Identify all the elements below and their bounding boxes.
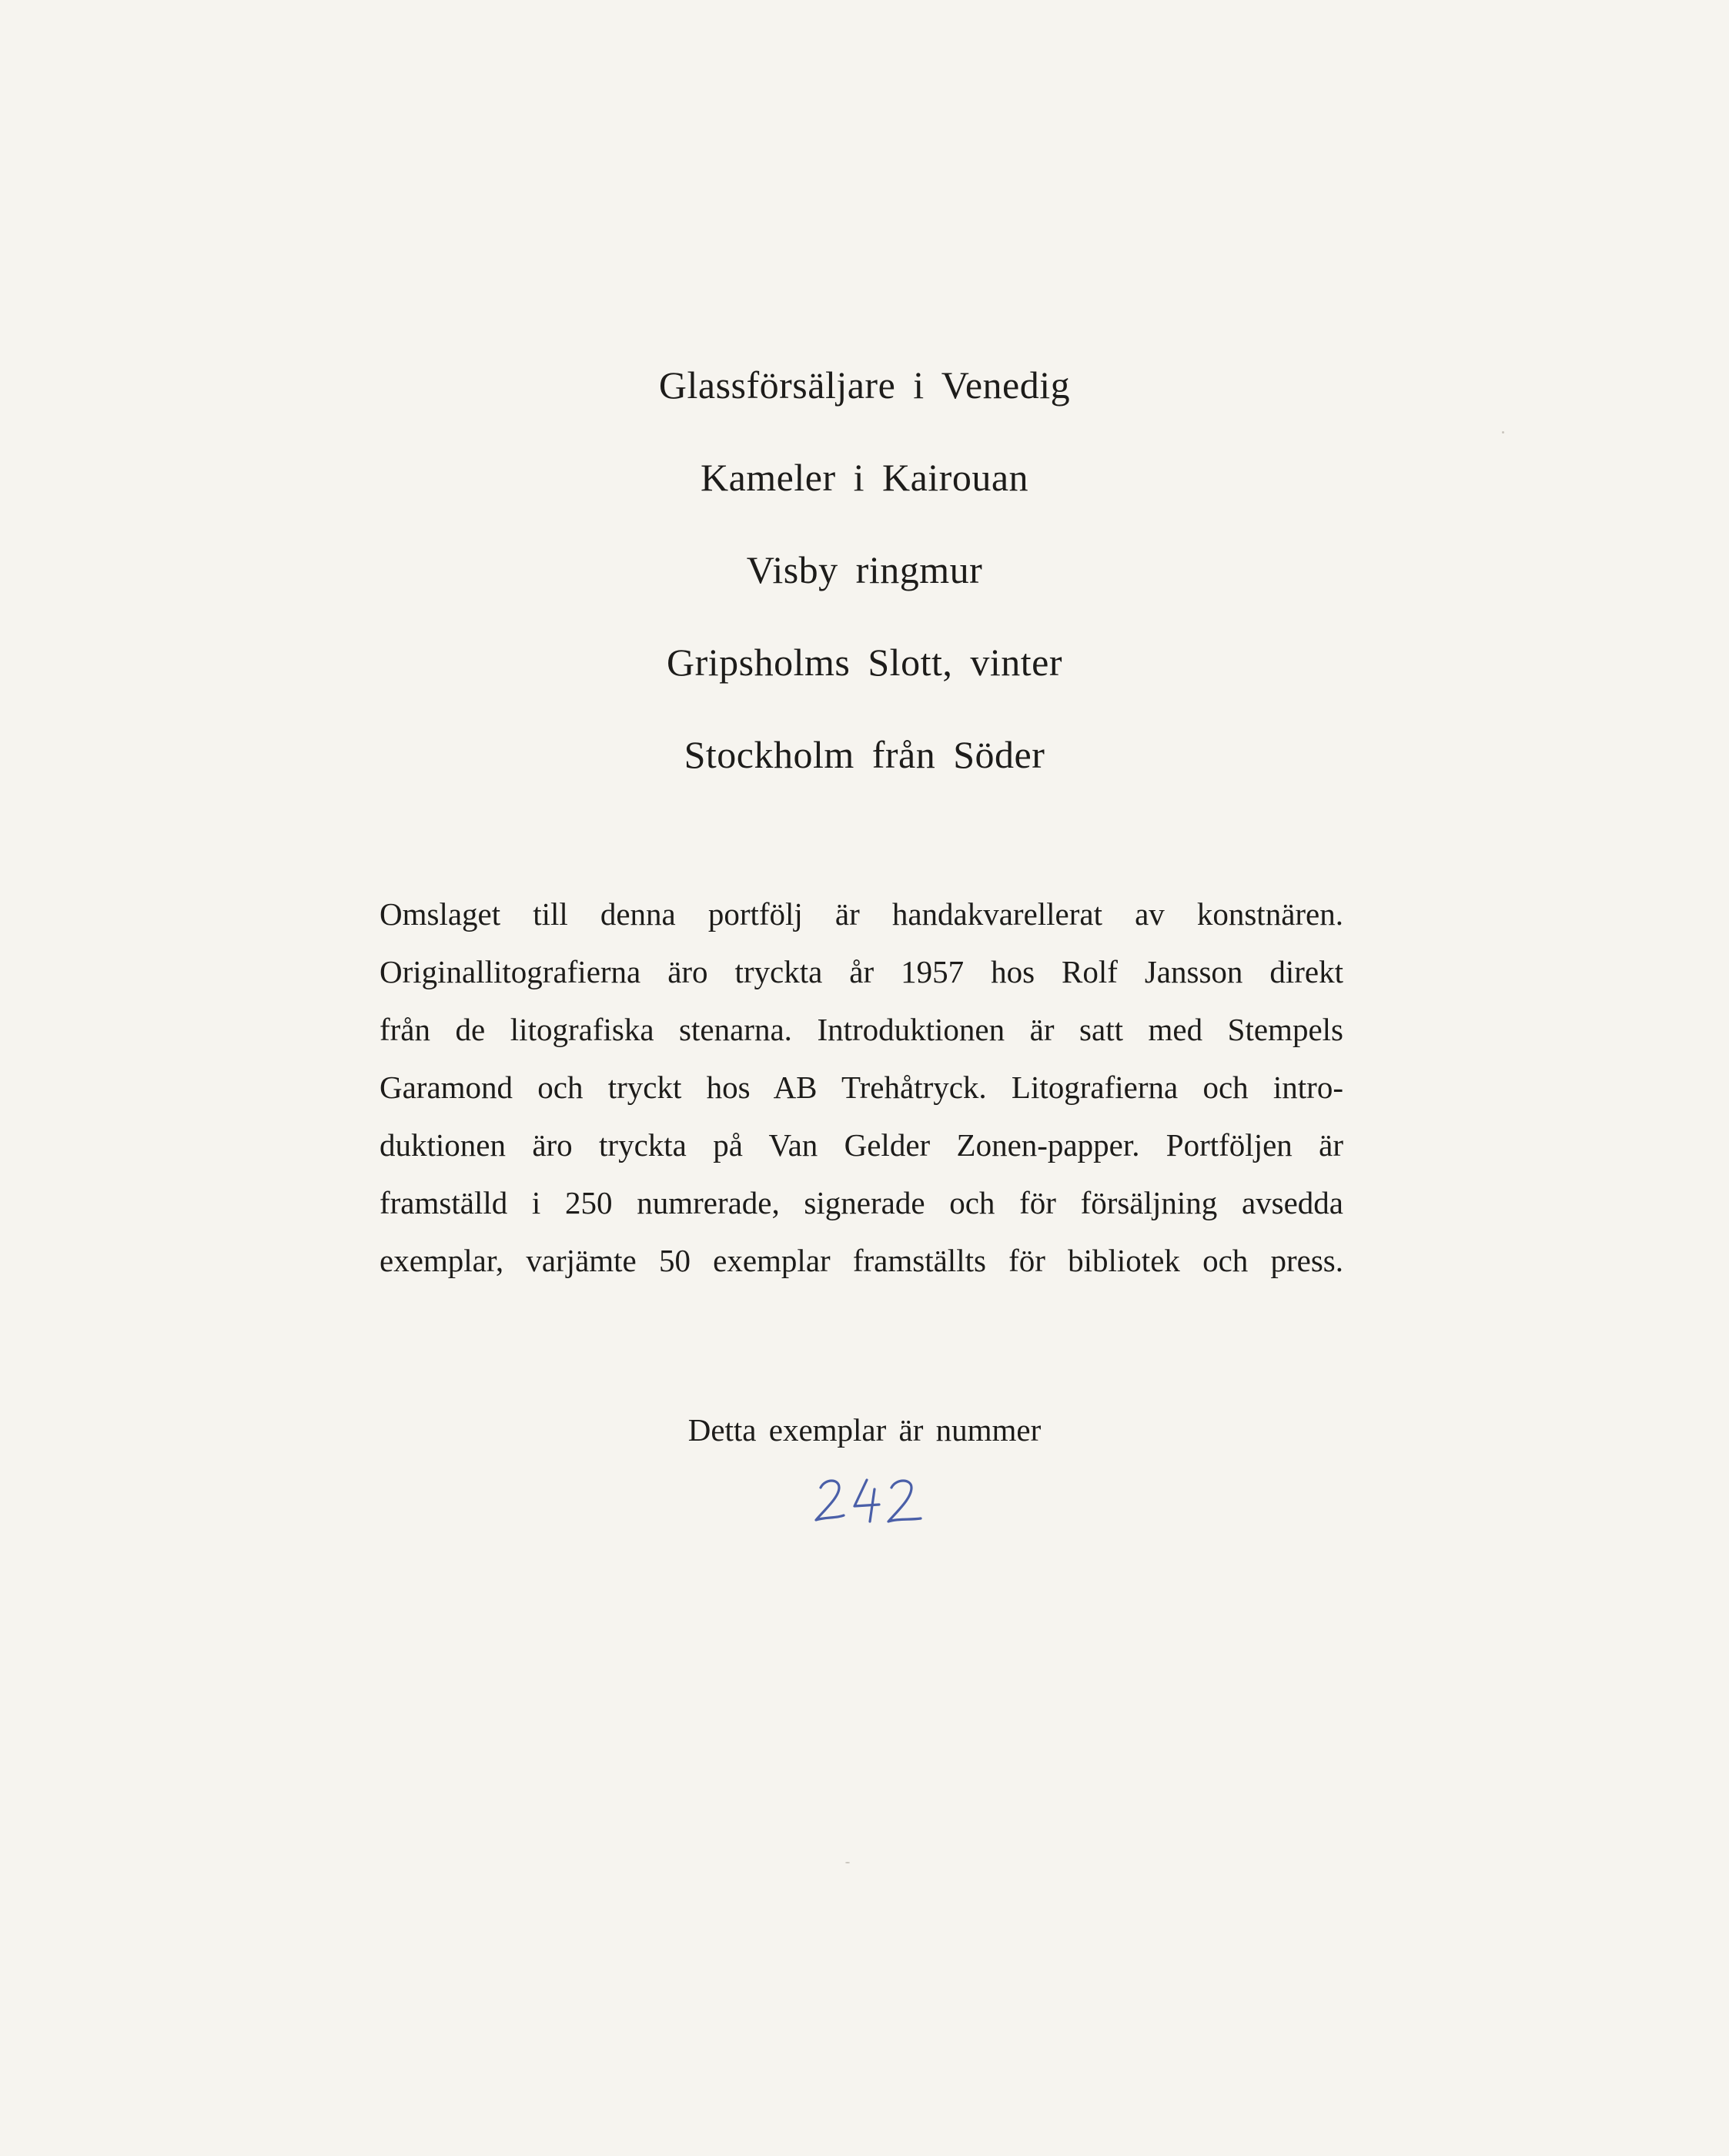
colophon-line: Garamond och tryckt hos AB Trehåtryck. Litografierna och intro- [380,1070,1343,1105]
colophon-line: Originallitografierna äro tryckta år 1957 hos Rolf Jansson direkt [380,954,1343,989]
lithograph-title-list [0,339,1729,801]
colophon-line: duktionen äro tryckta på Van Gelder Zonen-papper. Portföljen är [380,1127,1343,1163]
copy-number-label: Detta exemplar är nummer [687,1412,1042,1448]
colophon-line: från de litografiska stenarna. Introduktionen är satt med Stempels [380,1012,1343,1047]
colophon-line: framställd i 250 numrerade, signerade och för försäljning avsedda [380,1185,1343,1220]
colophon-paragraph [380,886,1343,1290]
lithograph-title: Stockholm från Söder [684,733,1045,776]
handwritten-copy-number [808,1471,931,1532]
colophon-line: exemplar, varjämte 50 exemplar framställts för bibliotek och press. [380,1243,1343,1278]
lithograph-title: Glassförsäljare i Venedig [658,363,1071,407]
lithograph-title: Visby ringmur [746,548,983,591]
paper-speck [1502,431,1504,434]
lithograph-title: Kameler i Kairouan [700,456,1029,499]
paper-speck [845,1862,850,1863]
lithograph-title: Gripsholms Slott, vinter [667,641,1062,684]
colophon-line: Omslaget till denna portfölj är handakvarellerat av konstnären. [380,896,1343,932]
